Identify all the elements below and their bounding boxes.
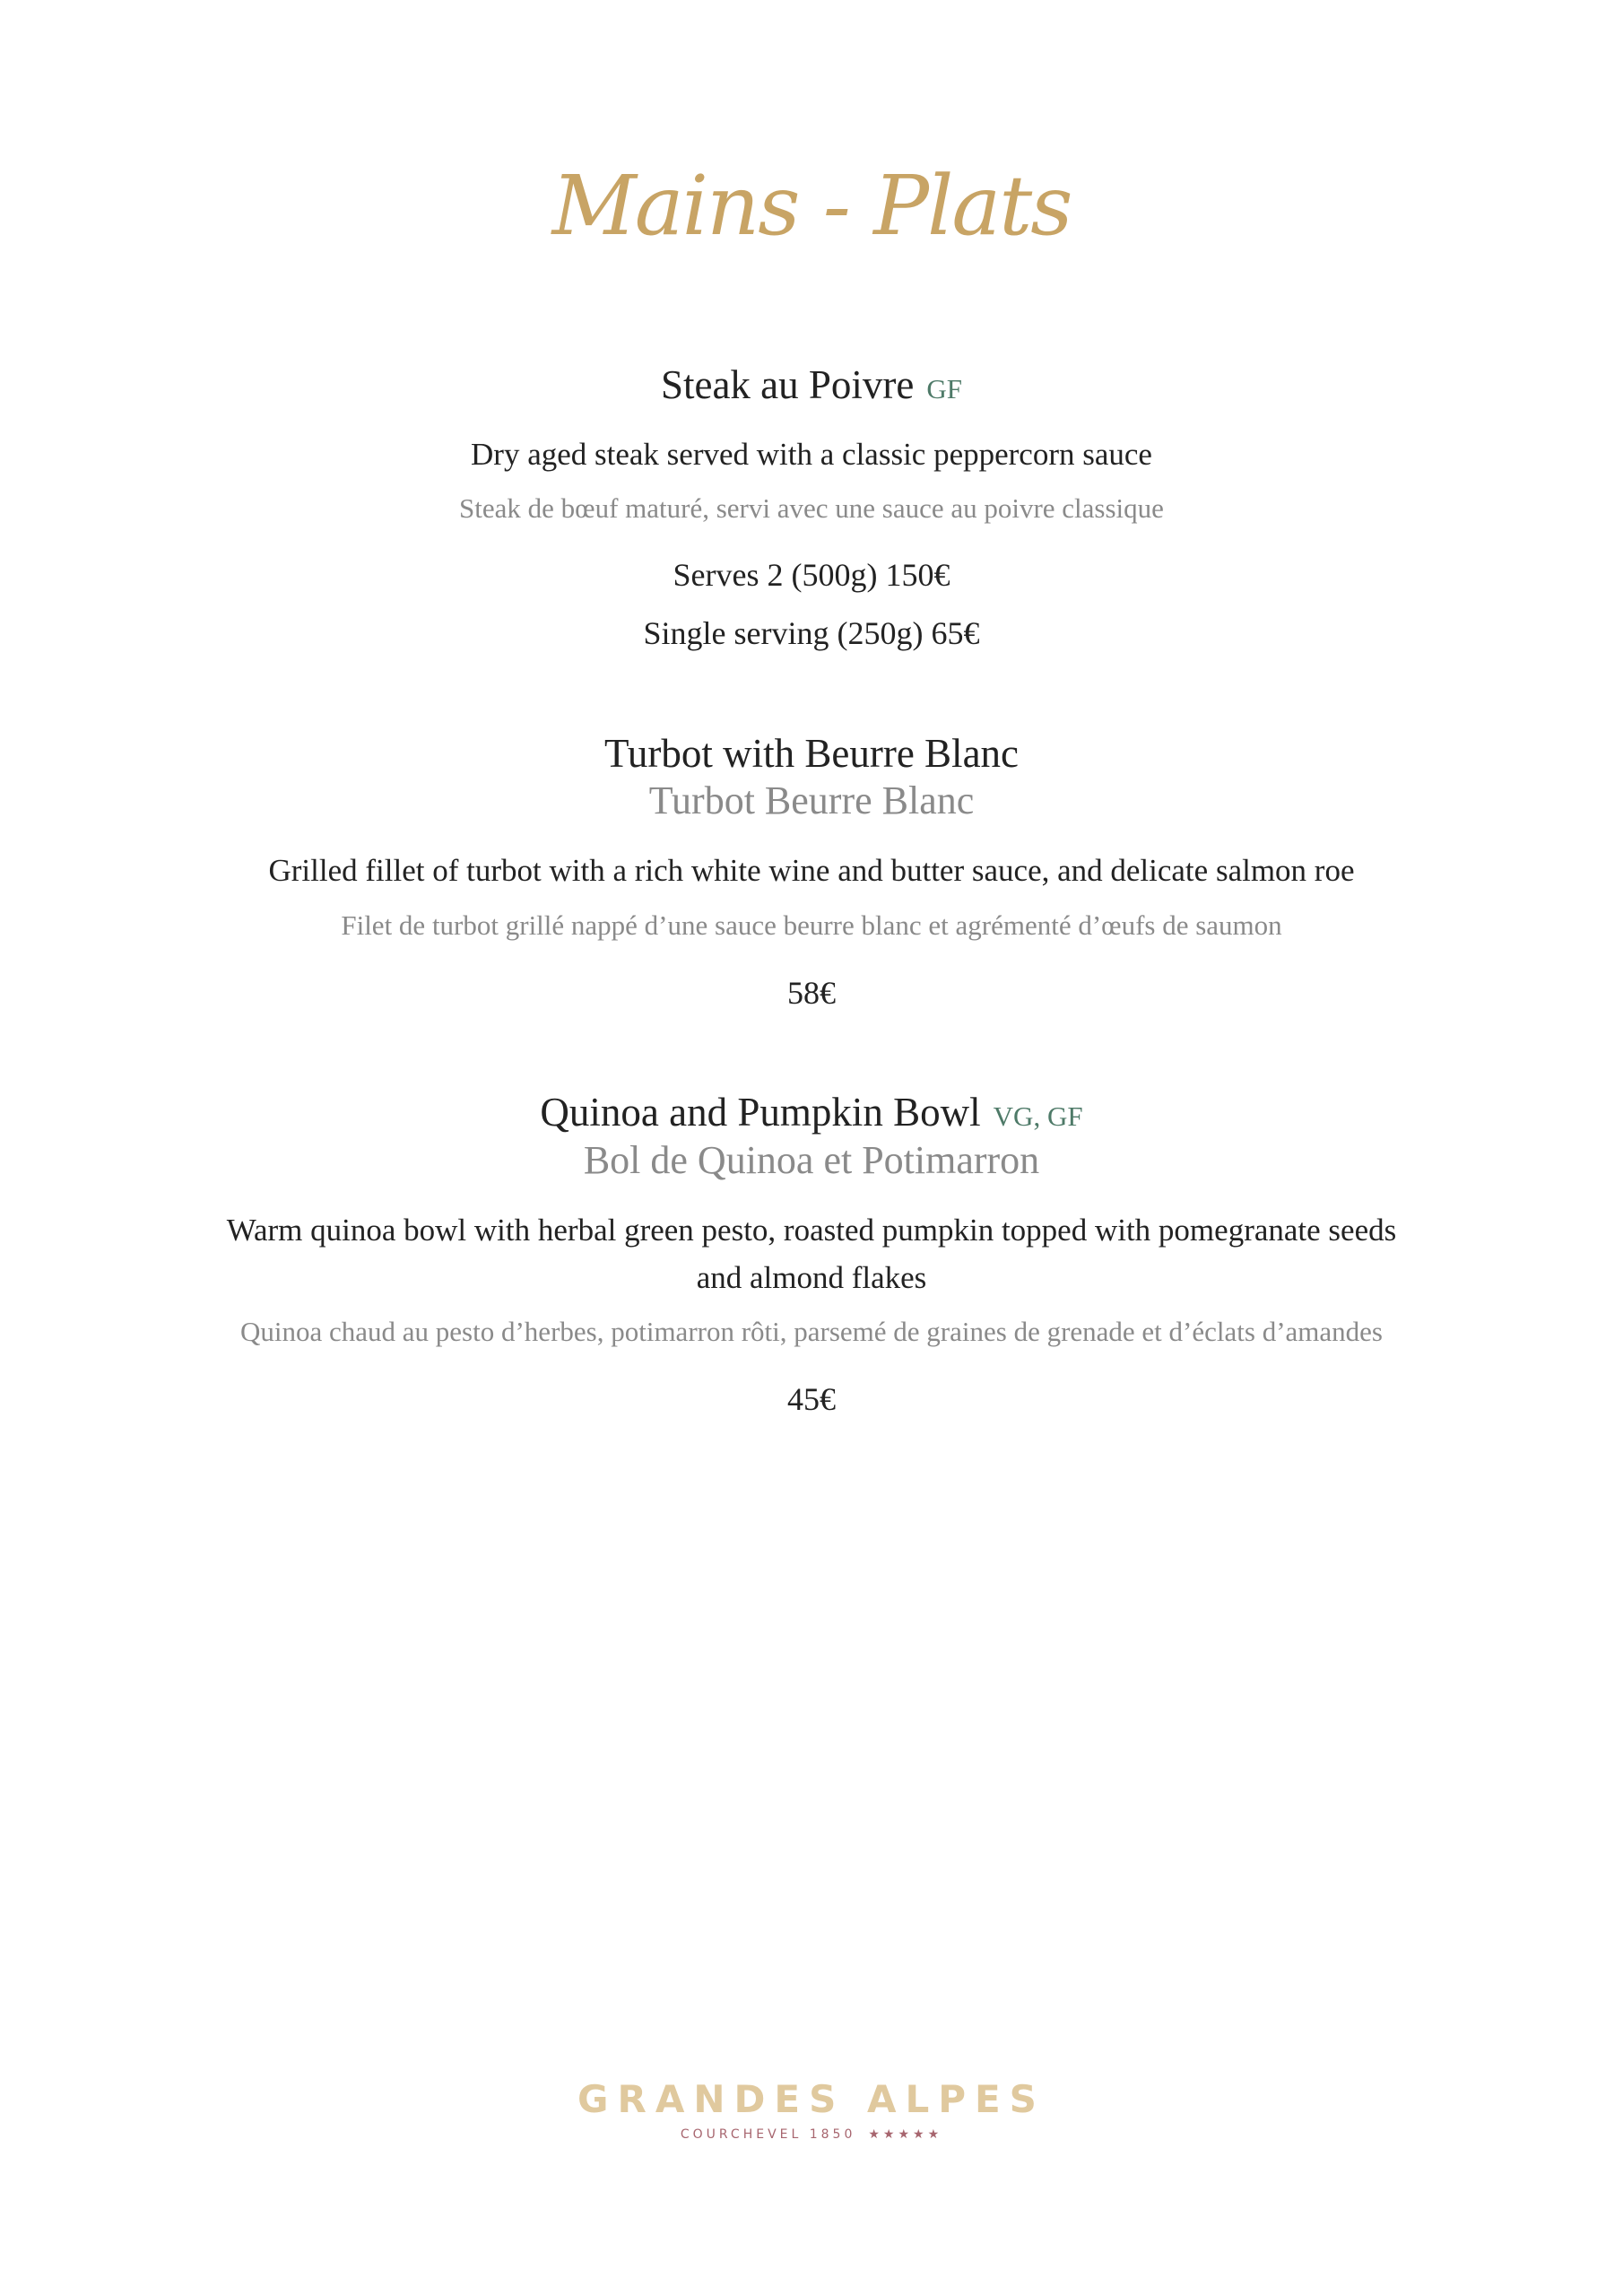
dietary-tag: GF [926, 373, 963, 404]
description-fr: Filet de turbot grillé nappé d’une sauce beurre blanc et agrémenté d’œufs de saumon [341, 909, 1282, 941]
page-title: Mains - Plats [551, 158, 1072, 254]
dish-name-text: Quinoa and Pumpkin Bowl [540, 1090, 981, 1135]
description-fr: Quinoa chaud au pesto d’herbes, potimarron rôti, parsemé de graines de grenade et d’éclats d’amandes [240, 1316, 1383, 1347]
price: 45€ [787, 1381, 836, 1417]
dietary-tag: VG, GF [993, 1100, 1083, 1132]
star-rating-icon: ★★★★★ [868, 2127, 943, 2142]
dish-name: Turbot with Beurre Blanc [603, 731, 1020, 776]
dish-name [0, 358, 1623, 412]
brand-location [0, 2124, 1623, 2145]
dish-name [0, 1085, 1623, 1139]
price: 58€ [787, 975, 836, 1011]
location-text: COURCHEVEL 1850 [680, 2127, 856, 2142]
description-en: Dry aged steak served with a classic peppercorn sauce [471, 437, 1152, 472]
description-en: Grilled fillet of turbot with a rich white wine and butter sauce, and delicate salmon roe [268, 853, 1355, 888]
brand-name: GRANDES ALPES [577, 2077, 1046, 2121]
dish-name-fr: Bol de Quinoa et Potimarron [583, 1138, 1040, 1182]
description-en: and almond flakes [696, 1260, 927, 1295]
price: Serves 2 (500g) 150€ [673, 557, 950, 593]
dish-name-fr: Turbot Beurre Blanc [648, 778, 975, 822]
price: Single serving (250g) 65€ [643, 615, 980, 651]
dish-name-text: Steak au Poivre [660, 362, 915, 407]
description-en: Warm quinoa bowl with herbal green pesto, roasted pumpkin topped with pomegranate seeds [226, 1213, 1397, 1248]
description-fr: Steak de bœuf maturé, servi avec une sauce au poivre classique [459, 492, 1164, 524]
